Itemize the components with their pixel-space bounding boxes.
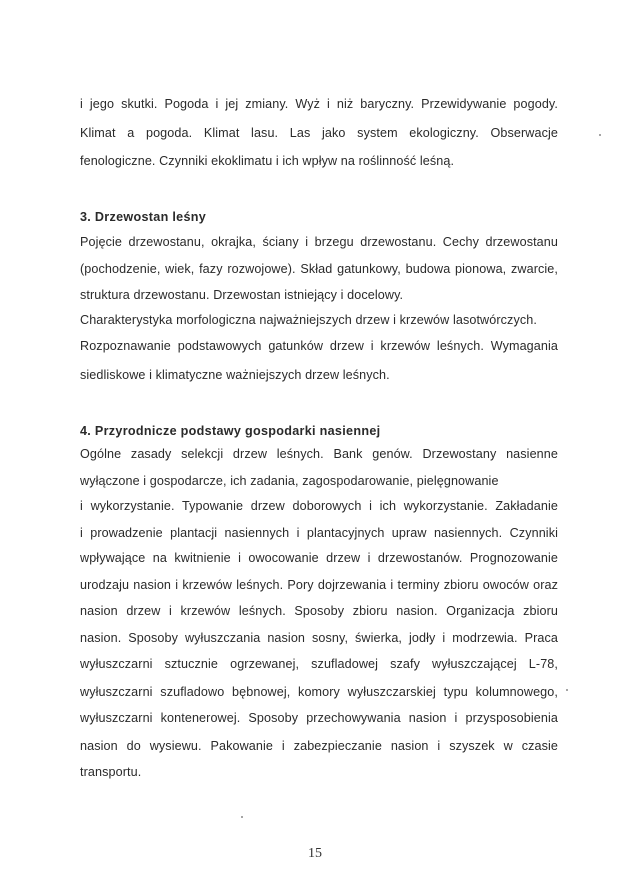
page-number: 15	[308, 846, 322, 861]
section-4-heading: 4. Przyrodnicze podstawy gospodarki nasiennej	[80, 424, 381, 438]
section-4-line: wyłuszczarni sztucznie ogrzewanej, szufladowej szafy wyłuszczającej L-78,	[80, 657, 558, 671]
section-4-line: i prowadzenie plantacji nasiennych i plantacyjnych upraw nasiennych. Czynniki	[80, 526, 558, 540]
scan-speck	[241, 816, 243, 818]
section-3-line: Pojęcie drzewostanu, okrajka, ściany i brzegu drzewostanu. Cechy drzewostanu	[80, 235, 558, 249]
intro-line: i jego skutki. Pogoda i jej zmiany. Wyż i niż baryczny. Przewidywanie pogody.	[80, 97, 558, 111]
section-3-heading: 3. Drzewostan leśny	[80, 210, 207, 224]
scan-speck	[599, 134, 601, 136]
section-4-line: wyłączone i gospodarcze, ich zadania, zagospodarowanie, pielęgnowanie	[80, 474, 499, 488]
section-3-line: siedliskowe i klimatyczne ważniejszych drzew leśnych.	[80, 368, 390, 382]
section-3-line: struktura drzewostanu. Drzewostan istniejący i docelowy.	[80, 288, 404, 302]
section-3-line: Charakterystyka morfologiczna najważniejszych drzew i krzewów lasotwórczych.	[80, 313, 537, 327]
section-3-line: (pochodzenie, wiek, fazy rozwojowe). Skład gatunkowy, budowa pionowa, zwarcie,	[80, 262, 558, 276]
section-4-line: i wykorzystanie. Typowanie drzew doborowych i ich wykorzystanie. Zakładanie	[80, 499, 558, 513]
section-4-line: wyłuszczarni szufladowo bębnowej, komory wyłuszczarskiej typu kolumnowego,	[80, 685, 558, 699]
section-4-line: nasion. Sposoby wyłuszczania nasion sosny, świerka, jodły i modrzewia. Praca	[80, 631, 558, 645]
section-4-line: wpływające na kwitnienie i owocowanie drzew i drzewostanów. Prognozowanie	[80, 551, 558, 565]
section-4-line: transportu.	[80, 765, 142, 779]
section-3-line: Rozpoznawanie podstawowych gatunków drzew i krzewów leśnych. Wymagania	[80, 339, 558, 353]
section-4-line: Ogólne zasady selekcji drzew leśnych. Bank genów. Drzewostany nasienne	[80, 447, 558, 461]
intro-line: fenologiczne. Czynniki ekoklimatu i ich wpływ na roślinność leśną.	[80, 154, 455, 168]
scan-speck	[566, 689, 568, 691]
section-4-line: nasion drzew i krzewów leśnych. Sposoby zbioru nasion. Organizacja zbioru	[80, 604, 558, 618]
section-4-line: urodzaju nasion i krzewów leśnych. Pory dojrzewania i terminy zbioru owoców oraz	[80, 578, 558, 592]
section-4-line: nasion do wysiewu. Pakowanie i zabezpieczanie nasion i szyszek w czasie	[80, 739, 558, 753]
section-4-line: wyłuszczarni kontenerowej. Sposoby przechowywania nasion i przysposobienia	[80, 711, 558, 725]
intro-line: Klimat a pogoda. Klimat lasu. Las jako system ekologiczny. Obserwacje	[80, 126, 558, 140]
